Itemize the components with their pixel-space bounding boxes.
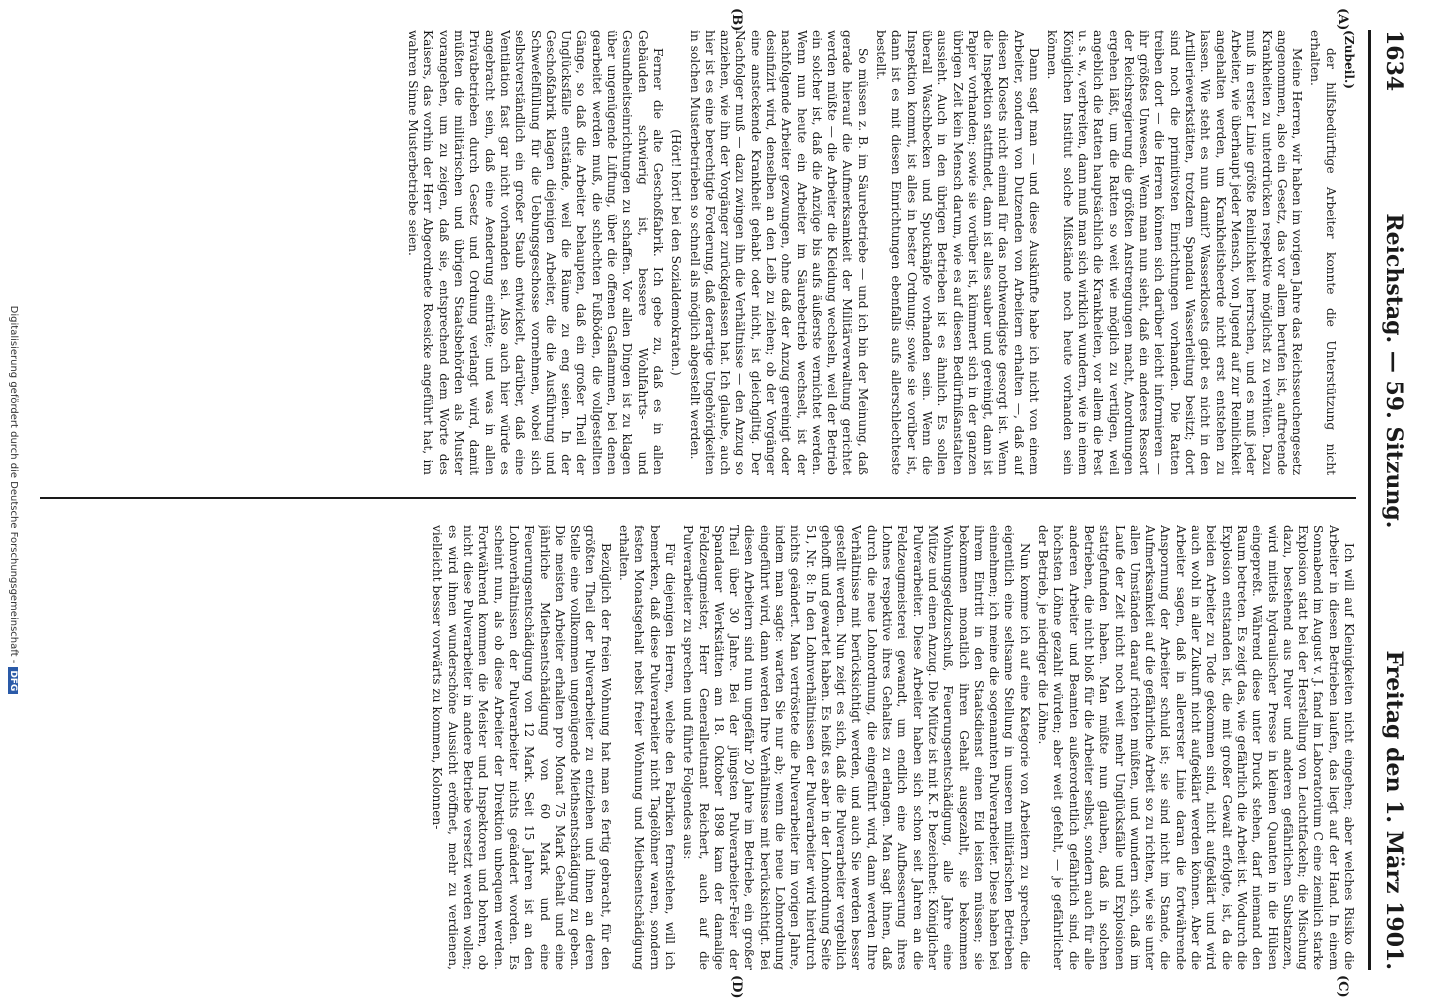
session-date: Freitag den 1. März 1901. — [1381, 650, 1407, 970]
paragraph: Dann sagt man — und diese Auskünfte habe ich nicht von einem Arbeiter, sondern von Dutzenden von Arbeitern erhalten —, daß auf diesen Klosets nicht einmal für das nothwendigste gesorgt ist. Wenn die Inspektion stattfindet, dann ist alles sauber und gereinigt, dann ist Papier vorhanden; sowie sie vorüber ist, kümmert sich in der ganzen übrigen Zeit kein Mensch darum, wie es auf diesen Bedürfnißanstalten aussieht. Auch in den übrigen Betrieben ist es ähnlich. Es sollen überall Waschbecken und Spucknäpfe vorhanden sein. Wenn die Inspektion kommt, ist alles in bester Ordnung; sowie sie vorüber ist, dann ist es mit diesen Einrichtungen ebenfalls aufs allerschlechteste bestellt. — [874, 30, 1042, 475]
interjection-remark: (Hört! hört! bei den Sozialdemokraten.) — [669, 129, 684, 376]
left-column — [40, 30, 1356, 475]
margin-marker-d: (D) — [729, 975, 744, 999]
digitization-footer — [8, 0, 19, 1000]
paragraph: Meine Herren, wir haben im vorigen Jahre das Reichsseuchengesetz angenommen, also ein Gesetz, das vor allem berufen ist, auftretende Krankheiten zu unterdrücken respektive möglichst zu verhüten. Dazu muß in erster Linie größte Reinlichkeit herrschen, und es muß jeder Arbeiter, wie überhaupt jeder Mensch, von Jugend auf zur Reinlichkeit angehalten werden, um Krankheitsheerde nicht erst entstehen zu lassen. Wie steht es nun damit? Wasserklosets giebt es nicht in den Artilleriewerkstätten, trotzdem Spandau Wasserleitung besitzt; dort sind noch die primitivsten Einrichtungen vorhanden. Die Ratten treiben dort — die Herren können sich darüber leicht informieren — ihr größtes Unwesen. Wenn man nun sieht, daß ein anderes Ressort der Reichsregierung die größten Anstrengungen macht, Anordnungen ergehen läßt, um die Ratten so weit wie möglich zu vertilgen, weil angeblich die Ratten hauptsächlich die Krankheiten, vor allem die Pest u. s. w., verbreiten, dann muß man sich wirklich wundern, wie in einem Königlichen Institut solche Mißstände noch heute vorhanden sein können. — [1045, 30, 1305, 475]
paragraph: Ferner die alte Geschoßfabrik. Ich gebe zu, daß es in allen Gebäuden schwierig ist, bessere Wohlfahrts- und Gesundheitseinrichtungen zu schaffen. Vor allen Dingen ist zu klagen über ungenügende Lüftung, über die offenen Gasflammen, bei denen gearbeitet werden muß, die schlechten Fußböden, die vollgestellten Gänge, so daß die Arbeiter behaupten, daß ein großer Theil der Unglücksfälle entstände, weil die Räume zu eng seien. In der Geschoßfabrik klagen diejenigen Arbeiter, die die Ausführung und Schwefelfüllung für die Uebungsgeschosse vornehmen, wobei sich selbstverständlich ein großer Staub entwickelt, darüber, daß eine Ventilation fast gar nicht vorhanden sei. Also auch hier würde es angebracht sein, daß eine Aenderung einträte; und was in allen Privatbetrieben durch Gesetz und Ordnung verlangt wird, damit müßten die militärischen und übrigen Staatsbehörden als Muster vorangehen, um zu zeigen, daß sie, entsprechend dem Worte des Kaisers, das vorhin der Herr Abgeordnete Roesicke angeführt hat, im wahren Sinne Musterbetriebe seien. — [406, 30, 665, 475]
column-divider — [40, 497, 1356, 499]
speaker-name: (Zubeil.) — [1342, 30, 1356, 90]
header-rule — [1368, 30, 1371, 970]
paragraph: der hilfsbedürftige Arbeiter konnte die Unterstützung nicht erhalten. — [1308, 30, 1338, 475]
margin-marker-c: (C) — [1335, 975, 1350, 998]
right-column — [40, 525, 1356, 970]
margin-marker-b: (B) — [729, 8, 744, 32]
page-title: Reichstag. — 59. Sitzung. — [1381, 213, 1407, 529]
paragraph: Ich will auf Kleinigkeiten nicht eingehen; aber welches Risiko die Arbeiter in diesen Betrieben laufen, das liegt auf der Hand. In einem Sonnabend im August v. J. fand im Laboratorium C eine ziemlich starke Explosion statt bei der Herstellung von Leuchtfackeln; die Mischung dazu, bestehend aus Pulver und anderen gefährlichen Substanzen, wird mittels hydraulischer Presse in kleinen Quanten in die Hülsen eingepreßt. Während diese unter Druck stehen, darf niemand den Raum betreten. Es zeigt das, wie gefährlich die Arbeit ist. Wodurch die Explosion entstanden ist, die mit großer Gewalt erfolgte, ist, da die beiden Arbeiter zu Tode gekommen sind, nicht aufgeklärt und wird auch wohl in aller Zukunft nicht aufgeklärt werden können. Aber die Arbeiter sagen, daß in allererster Linie daran die fortwährende Anspornung der Arbeiter schuld ist; sie sind nicht im Stande, die Aufmerksamkeit auf die gefährliche Arbeit so zu richten, wie sie unter allen Umständen darauf richten müßten, und wundern sich, daß im Laufe der Zeit nicht noch weit mehr Unglücksfälle und Explosionen stattgefunden haben. Man müßte nun glauben, daß in solchen Betrieben, die nicht bloß für die Arbeiter selbst, sondern auch für alle anderen Arbeiter und Beamten außerordentlich gefährlich sind, die höchsten Löhne gezahlt würden; aber weit gefehlt, — je gefährlicher der Betrieb, je niedriger die Löhne. — [1036, 525, 1356, 970]
paragraph: Nun komme ich auf eine Kategorie von Arbeitern zu sprechen, die eigentlich eine seltsame Stellung in unseren militärischen Betrieben einnehmen; ich meine die sogenannten Pulverarbeiter. Diese haben bei ihrem Eintritt in den Staatsdienst einen Eid leisten müssen; sie bekommen monatlich ihren Gehalt ausgezahlt, sie bekommen Wohnungsgeldzuschuß, Feuerungsentschädigung, alle Jahre eine Mütze und einen Anzug. Die Mütze ist mit K. P. bezeichnet: Königlicher Pulverarbeiter. Diese Arbeiter haben sich schon seit Jahren an die Feldzeugmeisterei gewandt, um endlich eine Aufbesserung ihres Lohnes respektive ihres Gehaltes zu erlangen. Man sagt ihnen, daß durch die neue Lohnordnung, die eingeführt wird, dann werden Ihre Verhältnisse mit berücksichtigt werden, und auch Sie werden besser gestellt werden. Nun zeigt es sich, daß die Pulverarbeiter vergeblich gehofft und gewartet haben. Es heißt es aber in der Lohnordnung Seite 51, Nr. 8: In den Lohnverhältnissen der Pulverarbeiter wird hierdurch nichts geändert. Man vertröstete die Pulverarbeiter im vorigen Jahre, indem man sagte: warten Sie nur ab; wenn die neue Lohnordnung eingeführt wird, dann werden Ihre Verhältnisse mit berücksichtigt. Bei diesen Arbeitern sind nun ungefähr 20 Jahre im Betriebe, ein großer Theil über 30 Jahre. Bei der jüngsten Pulverarbeiter-Feier der Spandauer Werkstätten am 18. Oktober 1898 kam der damalige Feldzeugmeister, Herr Generalleutnant Reichert, auch auf die Pulverarbeiter zu sprechen und führte Folgendes aus: — [681, 525, 1032, 970]
paragraph: So müssen z. B. im Säurebetriebe — und ich bin der Meinung, daß gerade hierauf die Aufmerksamkeit der Militärverwaltung gerichtet werden müßte — die Arbeiter die Kleidung wechseln, weil der Betrieb ein solcher ist, daß die Anzüge bis aufs äußerste vernichtet werden. Wenn nun heute ein Arbeiter im Säurebetrieb wechselt, ist der nachfolgende Arbeiter gezwungen, ohne daß der Anzug gereinigt oder desinfizirt wird, denselben an den Leib zu ziehen; ob der Vorgänger eine ansteckende Krankheit gehabt oder nicht, ist gleichgiltig. Der Nachfolger muß — dazu zwingen ihn die Verhältnisse — den Anzug so anziehen, wie ihn der Vorgänger zurückgelassen hat. Ich glaube, auch hier ist es eine berechtigte Forderung, daß derartige Ungehörigkeiten in solchen Musterbetrieben so schnell als möglich abgestellt werden. — [687, 30, 870, 475]
margin-marker-a: (A) — [1335, 8, 1350, 31]
page-number: 1634 — [1381, 30, 1407, 92]
page-header — [1374, 30, 1414, 970]
paragraph: Bezüglich der freien Wohnung hat man es fertig gebracht, für den größten Theil der Pulverarbeiter zu entziehen und ihnen an deren Stelle eine vollkommen ungenügende Miethsentschädigung zu geben. Die meisten Arbeiter erhalten pro Monat 75 Mark Gehalt und eine jährliche Miethsentschädigung von 60 Mark und eine Feuerungsentschädigung von 12 Mark. Seit 15 Jahren ist an den Lohnverhältnissen der Pulverarbeiter nichts geändert worden. Es scheint nun, als ob diese Arbeiter der Direktion unbequem werden. Fortwährend kommen die Meister und Inspektoren und bohren, ob nicht diese Pulverarbeiter in andere Betriebe versetzt werden wollen; es wird ihnen wunderschöne Aussicht eröffnet, mehr zu verdienen, vielleicht besser vorwärts zu kommen, Kolonnen- — [430, 525, 613, 970]
footer-text: Digitalisierung gefördert durch die Deutsche Forschungsgemeinschaft - — [8, 305, 19, 664]
dfg-logo: DFG — [8, 667, 18, 694]
paragraph: Für diejenigen Herren, welche den Fabriken fernstehen, will ich bemerken, daß diese Pulverarbeiter nicht Tagelöhner waren, sondern festen Monatsgehalt nebst freier Wohnung und Miethsentschädigung erhalten. — [617, 525, 677, 970]
